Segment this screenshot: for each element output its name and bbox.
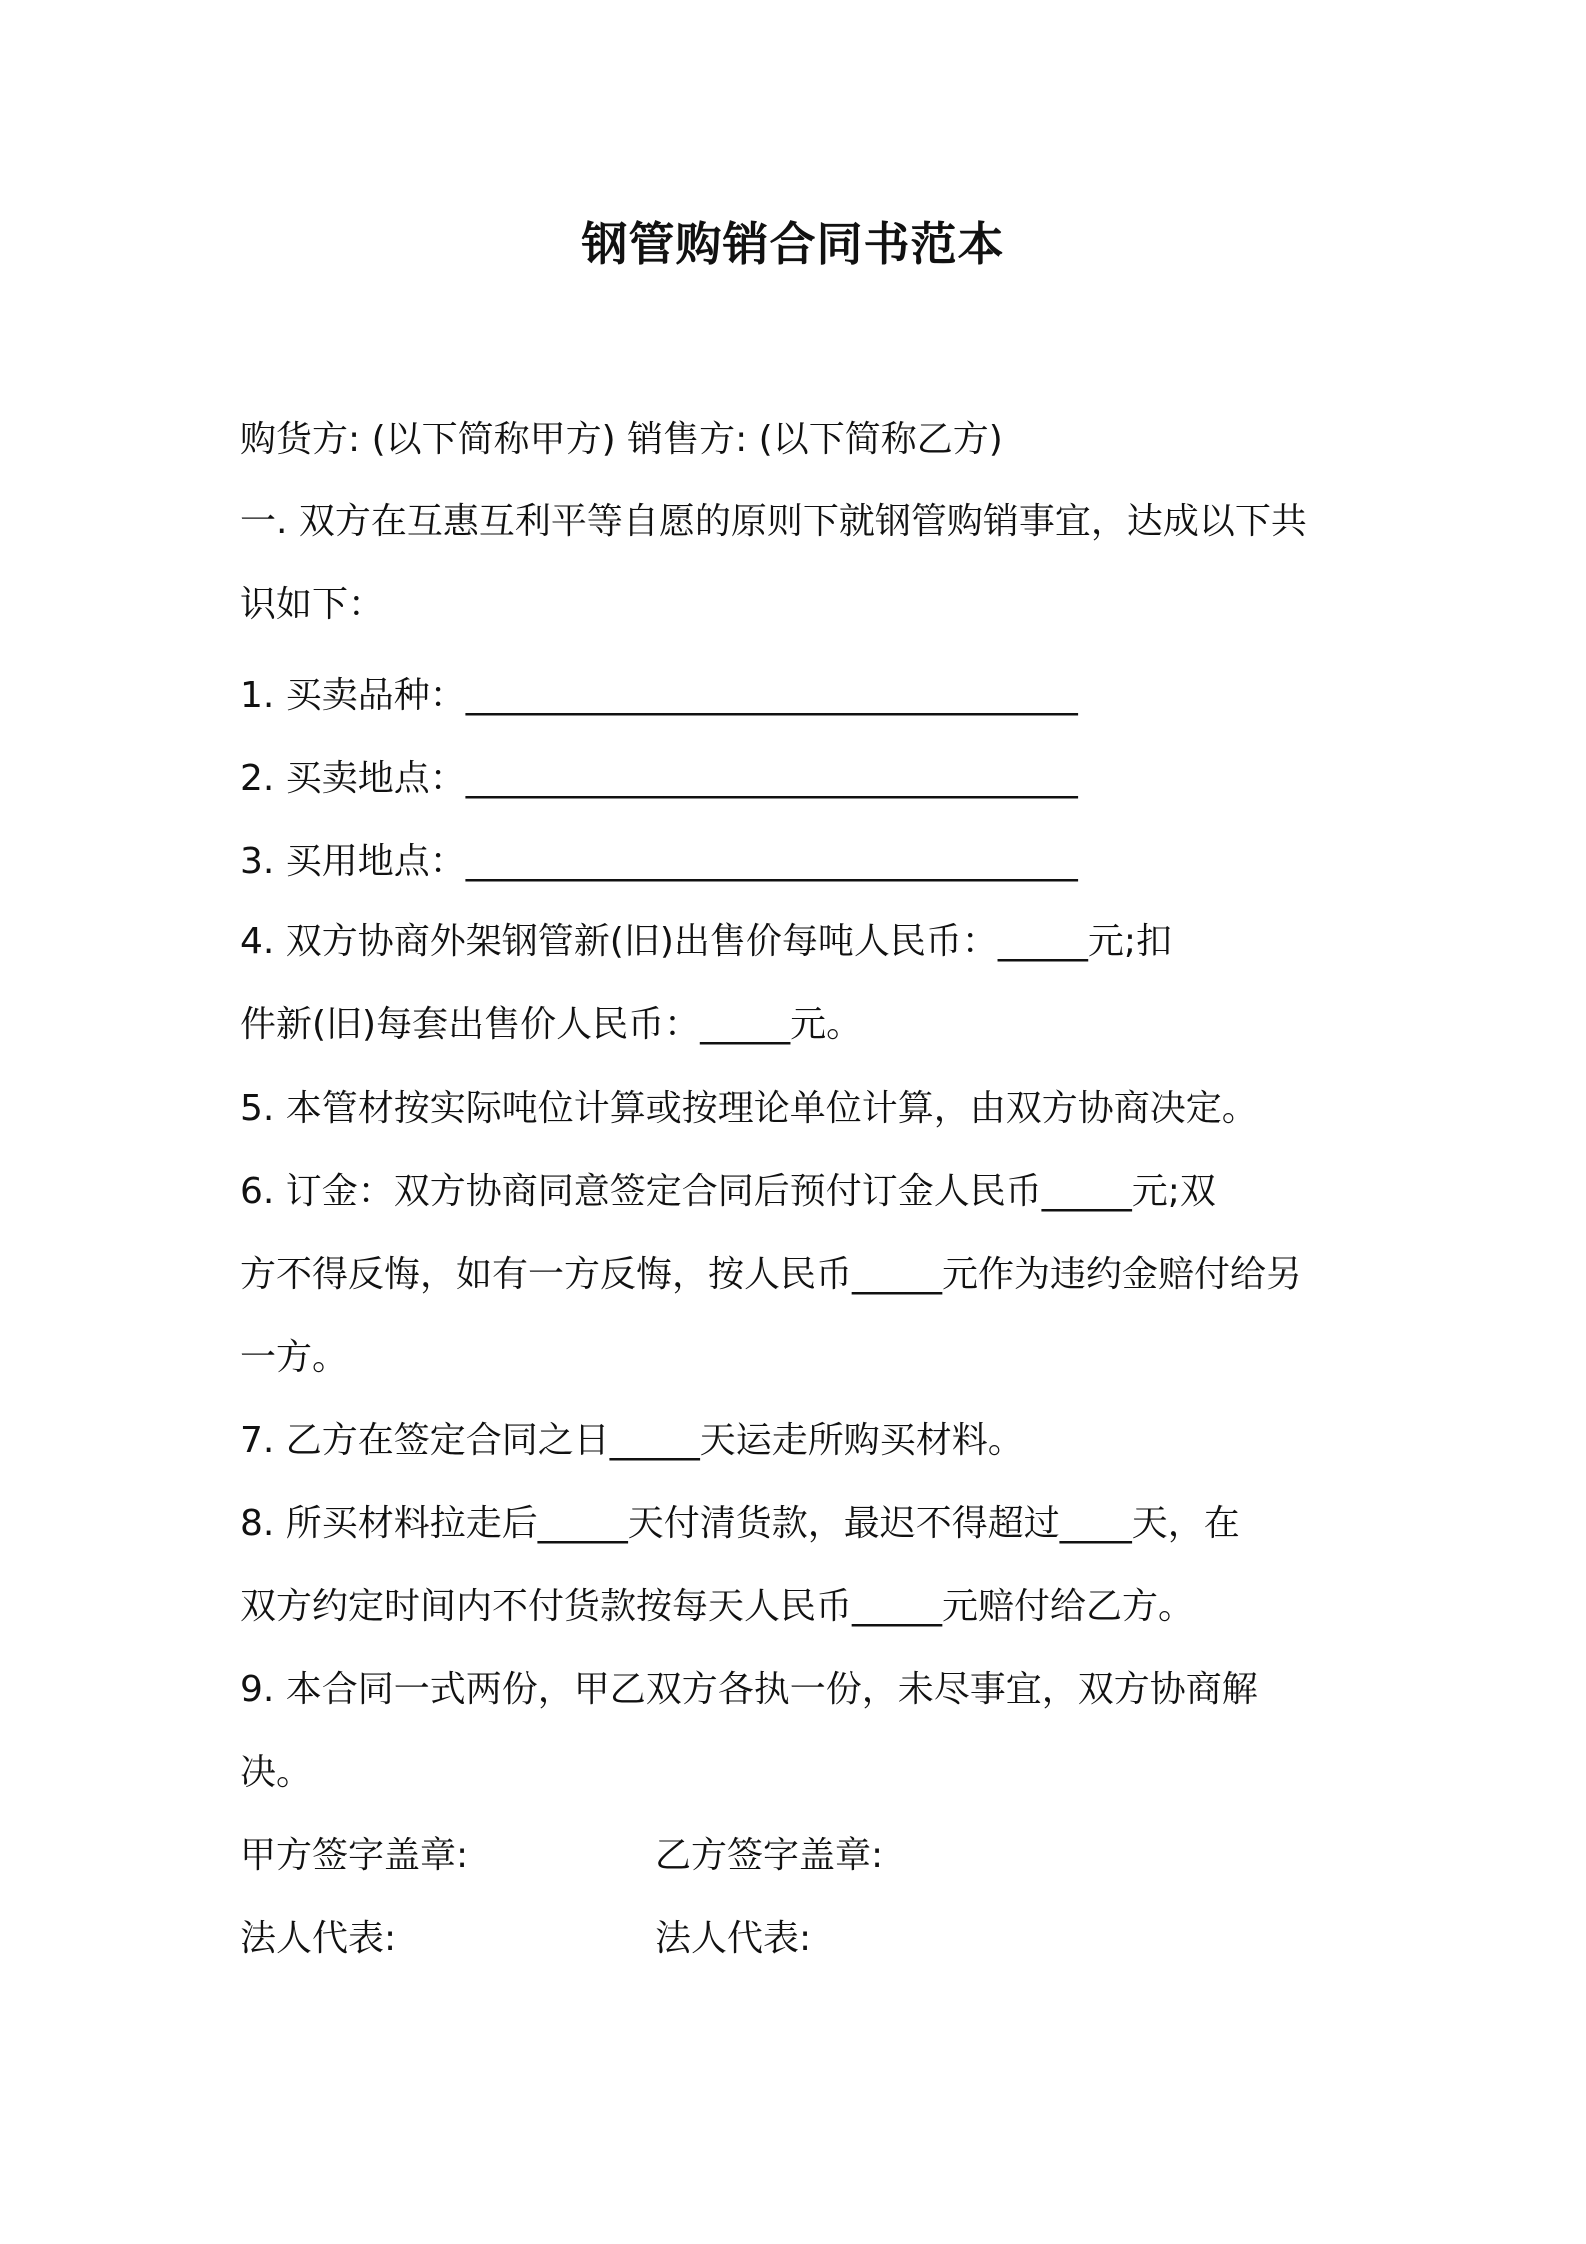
parties-line: 购货方: (以下简称甲方) 销售方: (以下简称乙方) [240, 419, 1003, 460]
intro-line-2: 识如下： [240, 584, 385, 625]
clause-1: 1. 买卖品种：__________________________________ [240, 675, 1078, 716]
clause-2: 2. 买卖地点：__________________________________ [240, 758, 1078, 799]
clause-4-line-1: 4. 双方协商外架钢管新(旧)出售价每吨人民币：_____元;扣 [240, 921, 1173, 962]
party-b-representative-label: 法人代表: [655, 1918, 812, 1959]
clause-9-line-2: 决。 [240, 1752, 313, 1793]
clause-6-line-2: 方不得反悔，如有一方反悔，按人民币_____元作为违约金赔付给另 [240, 1254, 1303, 1295]
intro-line-1: 一. 双方在互惠互利平等自愿的原则下就钢管购销事宜，达成以下共 [240, 501, 1307, 542]
clause-4-line-2: 件新(旧)每套出售价人民币：_____元。 [240, 1004, 863, 1045]
clause-6-line-1: 6. 订金：双方协商同意签定合同后预付订金人民币_____元;双 [240, 1171, 1216, 1212]
party-b-signature-label: 乙方签字盖章: [655, 1835, 884, 1876]
party-a-signature-label: 甲方签字盖章: [240, 1835, 469, 1876]
clause-8-line-2: 双方约定时间内不付货款按每天人民币_____元赔付给乙方。 [240, 1586, 1195, 1627]
clause-5: 5. 本管材按实际吨位计算或按理论单位计算，由双方协商决定。 [240, 1088, 1258, 1129]
clause-3: 3. 买用地点：__________________________________ [240, 841, 1078, 882]
clause-7: 7. 乙方在签定合同之日_____天运走所购买材料。 [240, 1420, 1024, 1461]
clause-9-line-1: 9. 本合同一式两份，甲乙双方各执一份，未尽事宜，双方协商解 [240, 1669, 1258, 1710]
document-title: 钢管购销合同书范本 [581, 217, 1005, 271]
clause-8-line-1: 8. 所买材料拉走后_____天付清货款，最迟不得超过____天，在 [240, 1503, 1240, 1544]
clause-6-line-3: 一方。 [240, 1337, 349, 1378]
party-a-representative-label: 法人代表: [240, 1918, 397, 1959]
